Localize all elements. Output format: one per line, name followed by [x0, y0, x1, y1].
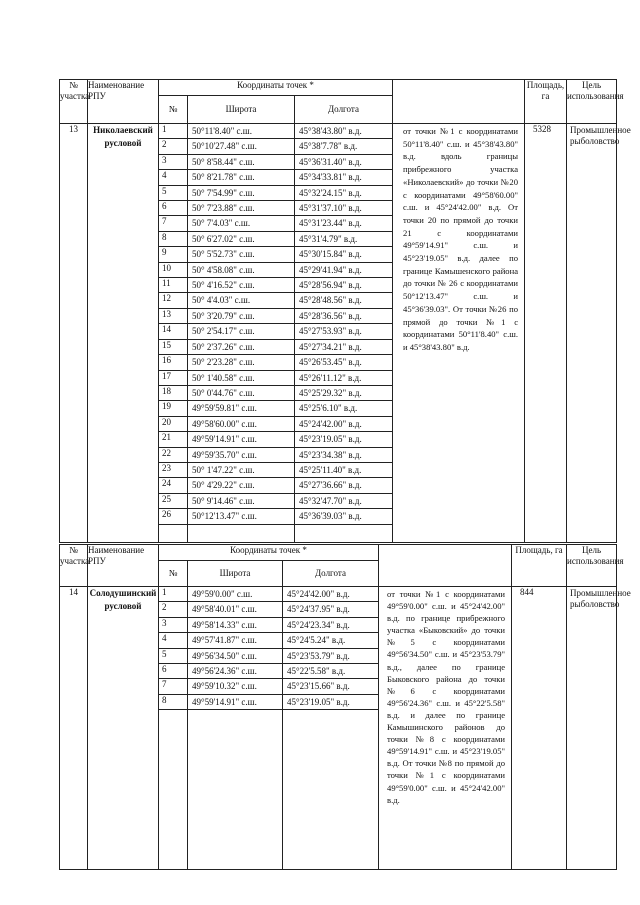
header-lat: Широта [188, 96, 295, 124]
point-latitude: 50° 7'23.88" с.ш. [188, 201, 295, 216]
point-latitude: 49°56'24.36" с.ш. [188, 664, 283, 679]
point-latitude: 49°56'34.50" с.ш. [188, 648, 283, 663]
point-latitude: 50° 7'54.99" с.ш. [188, 185, 295, 200]
point-latitude: 49°57'41.87" с.ш. [188, 633, 283, 648]
point-longitude: 45°25'29.32" в.д. [295, 385, 393, 400]
point-number: 18 [159, 385, 188, 400]
point-latitude: 50° 4'16.52" с.ш. [188, 278, 295, 293]
point-longitude: 45°28'48.56" в.д. [295, 293, 393, 308]
point-longitude: 45°24'42.00" в.д. [295, 416, 393, 431]
point-number: 14 [159, 324, 188, 339]
point-number: 21 [159, 432, 188, 447]
header-n: № [159, 561, 188, 587]
site-name: Николаевский русловой [88, 124, 159, 543]
point-number: 17 [159, 370, 188, 385]
point-longitude: 45°38'43.80" в.д. [295, 124, 393, 139]
header-purpose: Цель использования [567, 80, 617, 124]
point-longitude: 45°25'11.40" в.д. [295, 462, 393, 477]
point-latitude: 50° 2'54.17" с.ш. [188, 324, 295, 339]
point-latitude: 50°10'27.48" с.ш. [188, 139, 295, 154]
point-latitude: 50° 1'40.58" с.ш. [188, 370, 295, 385]
point-latitude: 50° 7'4.03" с.ш. [188, 216, 295, 231]
point-longitude: 45°28'56.94" в.д. [295, 278, 393, 293]
point-latitude: 50° 4'4.03" с.ш. [188, 293, 295, 308]
point-number: 24 [159, 478, 188, 493]
point-longitude: 45°30'15.84" в.д. [295, 247, 393, 262]
filler-cell [159, 524, 188, 542]
point-number: 8 [159, 694, 188, 709]
point-latitude: 50°11'8.40" с.ш. [188, 124, 295, 139]
site-purpose: Промышленное рыболовство [567, 587, 617, 870]
point-latitude: 49°59'35.70" с.ш. [188, 447, 295, 462]
site-number: 14 [60, 587, 88, 870]
filler-cell [188, 710, 283, 870]
header-description-blank [393, 80, 525, 124]
point-number: 23 [159, 462, 188, 477]
site-table-13 [59, 79, 631, 543]
header-name: Наименование РПУ [88, 80, 159, 124]
point-longitude: 45°29'41.94" в.д. [295, 262, 393, 277]
point-longitude: 45°31'23.44" в.д. [295, 216, 393, 231]
point-number: 20 [159, 416, 188, 431]
point-latitude: 49°58'40.01" с.ш. [188, 602, 283, 617]
point-latitude: 49°58'60.00" с.ш. [188, 416, 295, 431]
header-coords: Координаты точек * [159, 545, 379, 561]
point-longitude: 45°22'5.58" в.д. [283, 664, 379, 679]
filler-cell [188, 524, 295, 542]
point-longitude: 45°32'47.70" в.д. [295, 493, 393, 508]
header-description-blank [379, 545, 512, 587]
point-longitude: 45°38'7.78" в.д. [295, 139, 393, 154]
point-latitude: 50° 1'47.22" с.ш. [188, 462, 295, 477]
point-number: 9 [159, 247, 188, 262]
point-longitude: 45°25'6.10" в.д. [295, 401, 393, 416]
header-num: № участка [60, 545, 88, 587]
site-name: Солодушинский русловой [88, 587, 159, 870]
point-number: 19 [159, 401, 188, 416]
point-longitude: 45°24'42.00" в.д. [283, 587, 379, 602]
point-number: 12 [159, 293, 188, 308]
site-description: от точки №1 с координатами 49°59'0.00" с.ш. и 45°24'42.00" в.д. по границе прибрежного участка «Быковский» до точки №5 с координатами 49°56'34.50" с.ш. и 45°23'53.79" в.д., далее по границе Быковского района до точки №6 с координатами 49°56'24.36" с.ш. и 45°22'5.58" в.д. и далее по границе Камышинского районов до точки №8 с координатами 49°59'14.91" с.ш. и 45°23'19.05" в.д. От точки №8 по прямой до точки №1 с координатами 49°59'0.00" с.ш. и 45°24'42.00" в.д. [379, 587, 512, 870]
site-purpose: Промышленное рыболовство [567, 124, 617, 543]
point-number: 1 [159, 124, 188, 139]
point-latitude: 50° 6'27.02" с.ш. [188, 231, 295, 246]
point-latitude: 49°58'14.33" с.ш. [188, 617, 283, 632]
point-number: 2 [159, 602, 188, 617]
point-number: 10 [159, 262, 188, 277]
point-longitude: 45°31'4.79" в.д. [295, 231, 393, 246]
header-lon: Долгота [283, 561, 379, 587]
header-purpose: Цель использования [567, 545, 617, 587]
point-latitude: 50° 9'14.46" с.ш. [188, 493, 295, 508]
header-n: № [159, 96, 188, 124]
point-latitude: 49°59'59.81" с.ш. [188, 401, 295, 416]
point-longitude: 45°36'31.40" в.д. [295, 154, 393, 169]
point-longitude: 45°23'19.05" в.д. [295, 432, 393, 447]
header-lat: Широта [188, 561, 283, 587]
point-number: 25 [159, 493, 188, 508]
point-number: 11 [159, 278, 188, 293]
point-longitude: 45°28'36.56" в.д. [295, 308, 393, 323]
filler-cell [159, 710, 188, 870]
header-area: Площадь, га [512, 545, 567, 587]
site-description: от точки №1 с координатами 50°11'8.40" с.ш. и 45°38'43.80" в.д. вдоль границы прибрежного участка «Николаевский» до точки №20 с координатами 49°58'60.00" с.ш. и 45°24'42.00" в.д. От точки 20 по прямой до точки 21 с координатами 49°59'14.91" с.ш. и 45°23'19.05" в.д. далее по границе Камышенского района до точки № 26 с координатами 50°12'13.47" с.ш. и 45°36'39.03". От точки №26 по прямой до точки №1 с координатами 50°11'8.40" с.ш. и 45°38'43.80" в.д. [393, 124, 525, 543]
point-number: 3 [159, 154, 188, 169]
point-latitude: 50° 5'52.73" с.ш. [188, 247, 295, 262]
point-longitude: 45°24'5.24" в.д. [283, 633, 379, 648]
point-number: 4 [159, 170, 188, 185]
site-table-14 [59, 544, 631, 870]
point-latitude: 50° 4'58.08" с.ш. [188, 262, 295, 277]
point-latitude: 50° 0'44.76" с.ш. [188, 385, 295, 400]
header-area: Площадь, га [525, 80, 567, 124]
point-number: 13 [159, 308, 188, 323]
point-number: 15 [159, 339, 188, 354]
point-latitude: 50° 8'58.44" с.ш. [188, 154, 295, 169]
point-number: 7 [159, 679, 188, 694]
point-latitude: 49°59'14.91" с.ш. [188, 432, 295, 447]
point-number: 3 [159, 617, 188, 632]
filler-cell [295, 524, 393, 542]
point-longitude: 45°27'36.66" в.д. [295, 478, 393, 493]
point-longitude: 45°26'11.12" в.д. [295, 370, 393, 385]
header-num: № участка [60, 80, 88, 124]
point-number: 6 [159, 201, 188, 216]
filler-cell [283, 710, 379, 870]
point-latitude: 50° 2'23.28" с.ш. [188, 355, 295, 370]
point-latitude: 49°59'0.00" с.ш. [188, 587, 283, 602]
point-number: 8 [159, 231, 188, 246]
point-number: 7 [159, 216, 188, 231]
point-latitude: 50° 3'20.79" с.ш. [188, 308, 295, 323]
point-longitude: 45°24'37.95" в.д. [283, 602, 379, 617]
point-longitude: 45°27'53.93" в.д. [295, 324, 393, 339]
point-longitude: 45°23'19.05" в.д. [283, 694, 379, 709]
point-number: 2 [159, 139, 188, 154]
point-longitude: 45°27'34.21" в.д. [295, 339, 393, 354]
point-longitude: 45°26'53.45" в.д. [295, 355, 393, 370]
point-longitude: 45°24'23.34" в.д. [283, 617, 379, 632]
point-longitude: 45°31'37.10" в.д. [295, 201, 393, 216]
point-number: 4 [159, 633, 188, 648]
point-longitude: 45°23'34.38" в.д. [295, 447, 393, 462]
point-latitude: 50° 2'37.26" с.ш. [188, 339, 295, 354]
site-area: 5328 [525, 124, 567, 543]
table-row [60, 587, 617, 602]
site-number: 13 [60, 124, 88, 543]
point-longitude: 45°36'39.03" в.д. [295, 509, 393, 524]
point-latitude: 50° 4'29.22" с.ш. [188, 478, 295, 493]
point-number: 5 [159, 185, 188, 200]
point-latitude: 49°59'10.32" с.ш. [188, 679, 283, 694]
header-lon: Долгота [295, 96, 393, 124]
point-number: 6 [159, 664, 188, 679]
header-name: Наименование РПУ [88, 545, 159, 587]
header-coords: Координаты точек * [159, 80, 393, 96]
point-longitude: 45°23'15.66" в.д. [283, 679, 379, 694]
point-number: 5 [159, 648, 188, 663]
point-number: 1 [159, 587, 188, 602]
point-latitude: 50°12'13.47" с.ш. [188, 509, 295, 524]
point-latitude: 50° 8'21.78" с.ш. [188, 170, 295, 185]
site-area: 844 [512, 587, 567, 870]
point-longitude: 45°32'24.15" в.д. [295, 185, 393, 200]
table-row [60, 124, 617, 139]
point-number: 22 [159, 447, 188, 462]
point-longitude: 45°23'53.79" в.д. [283, 648, 379, 663]
point-number: 16 [159, 355, 188, 370]
point-number: 26 [159, 509, 188, 524]
point-latitude: 49°59'14.91" с.ш. [188, 694, 283, 709]
point-longitude: 45°34'33.81" в.д. [295, 170, 393, 185]
